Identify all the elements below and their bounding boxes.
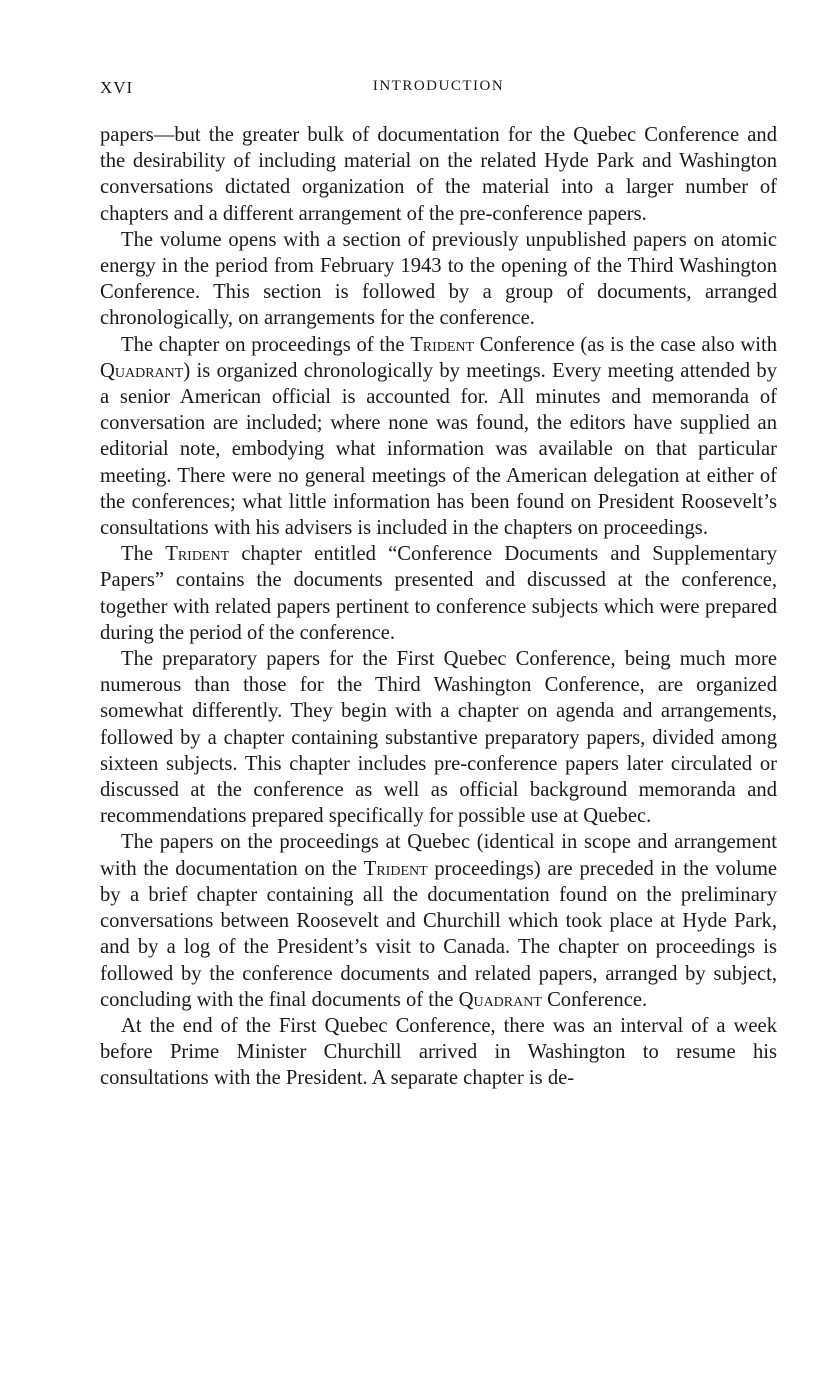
text-run: chapter entitled “Conference Documents and Supplementary Papers” contains the documents presented and discussed at the conference, together with related papers pertinent to conference subjects which were prepared during the period of the conference. (100, 543, 777, 644)
body-paragraph (100, 541, 777, 646)
running-head (100, 78, 777, 104)
text-run: The preparatory papers for the First Quebec Conference, being much more numerous than those for the Third Washington Conference, are organized somewhat differently. They begin with a chapter on agenda and arrangements, followed by a chapter containing substantive preparatory papers, divided among sixteen subjects. This chapter includes pre-conference papers later circulated or discussed at the conference as well as official background memoranda and recommendations prepared specifically for possible use at Quebec. (100, 648, 777, 828)
text-run: Conference. (541, 988, 648, 1011)
body-paragraph (100, 829, 777, 1012)
text-run: ) is organized chronologically by meetings. Every meeting attended by a senior American official is accounted for. All minutes and memoranda of conversation are included; where none was found, the editors have supplied an editorial note, embodying what information was available on that particular meeting. There were no general meetings of the American delegation at either of the conferences; what little information has been found on President Roosevelt’s consultations with his advisers is included in the chapters on proceedings. (100, 359, 777, 540)
text-run: The volume opens with a section of previously unpublished papers on atomic energy in the period from February 1943 to the opening of the Third Washington Conference. This section is followed by a group of documents, arranged chronologically, on arrangements for the conference. (100, 228, 777, 330)
running-title: INTRODUCTION (372, 78, 505, 94)
body-paragraph (100, 227, 777, 332)
text-run: proceedings) are preceded in the volume by a brief chapter containing all the documentation found on the preliminary conversations between Roosevelt and Churchill which took place at Hyde Park, and by a log of the President’s visit to Canada. The chapter on proceedings is followed by the conference documents and related papers, arranged by subject, concluding with the final documents of the (100, 857, 778, 1011)
text-run: The (121, 543, 166, 566)
text-run: papers—but the greater bulk of documentation for the Quebec Conference and the desirability of including material on the related Hyde Park and Washington conversations dictated organization of the material into a larger number of chapters and a different arrangement of the pre-conference papers. (100, 124, 777, 225)
body-paragraph (100, 122, 777, 227)
small-caps-term: Trident (363, 857, 428, 880)
body-paragraph (100, 332, 777, 542)
small-caps-term: Trident (410, 333, 475, 356)
small-caps-term: Quadrant (458, 988, 542, 1011)
small-caps-term: Quadrant (100, 359, 184, 382)
text-run: The papers on the proceedings at Quebec (identical in scope and arrangement with the documentation on the (100, 831, 777, 880)
small-caps-term: Trident (165, 543, 230, 566)
body-text (100, 122, 777, 1092)
body-paragraph (100, 1013, 777, 1092)
page-number: XVI (100, 78, 134, 97)
body-paragraph (100, 646, 777, 829)
document-page (100, 78, 777, 1092)
text-run: The chapter on proceedings of the (121, 333, 411, 356)
text-run: Conference (as is the case also with (474, 333, 777, 356)
text-run: At the end of the First Quebec Conference, there was an interval of a week before Prime Minister Churchill arrived in Washington to resume his consultations with the President. A separate chapter is de- (100, 1014, 777, 1090)
